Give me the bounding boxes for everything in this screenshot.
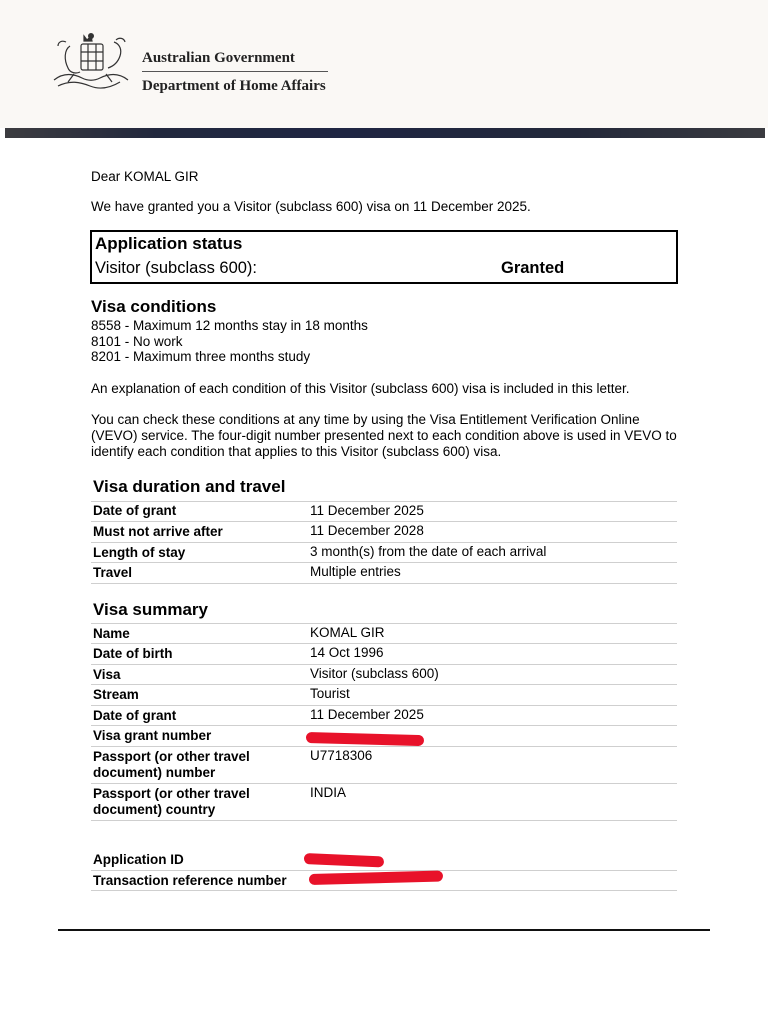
table-row — [91, 665, 677, 685]
condition-item: 8558 - Maximum 12 months stay in 18 months — [91, 318, 368, 333]
application-status-box — [90, 230, 678, 284]
row-label: Application ID — [93, 852, 184, 867]
conditions-explanation: An explanation of each condition of this Visitor (subclass 600) visa is included in this letter. — [91, 381, 630, 396]
table-row — [91, 563, 677, 584]
condition-item: 8101 - No work — [91, 333, 183, 349]
application-table — [91, 850, 677, 891]
row-value: 11 December 2025 — [310, 707, 424, 722]
table-row — [91, 624, 677, 644]
redaction-mark — [304, 853, 384, 867]
table-row — [91, 706, 677, 726]
visa-summary-table — [91, 623, 677, 821]
row-value: Multiple entries — [310, 564, 401, 579]
row-label: Date of grant — [93, 708, 177, 723]
application-status-visa: Visitor (subclass 600): — [95, 259, 258, 277]
row-label: Travel — [93, 565, 133, 580]
redaction-mark — [309, 870, 443, 885]
row-label: Visa grant number — [93, 728, 212, 743]
coat-of-arms-icon — [44, 30, 138, 94]
row-label: Stream — [93, 687, 139, 702]
row-value: KOMAL GIR — [310, 625, 385, 640]
row-label: Date of grant — [93, 503, 177, 518]
row-label: Name — [93, 626, 130, 641]
row-value: U7718306 — [310, 748, 373, 763]
table-row — [91, 850, 677, 871]
table-row — [91, 871, 677, 891]
row-value: 3 month(s) from the date of each arrival — [310, 544, 547, 559]
table-row — [91, 644, 677, 665]
application-status-value: Granted — [501, 259, 565, 277]
header-divider — [142, 71, 328, 72]
row-value: 14 Oct 1996 — [310, 645, 384, 660]
table-row — [91, 784, 677, 821]
header-band-bar — [5, 128, 765, 138]
letterhead — [0, 0, 768, 128]
row-value: Visitor (subclass 600) — [310, 666, 439, 681]
row-value: Tourist — [310, 686, 350, 701]
condition-item: 8201 - Maximum three months study — [91, 349, 311, 364]
table-row — [91, 747, 677, 784]
visa-conditions-list — [91, 318, 368, 365]
application-status-title: Application status — [95, 234, 243, 253]
table-row — [91, 685, 677, 706]
table-row — [91, 726, 677, 747]
grant-statement: We have granted you a Visitor (subclass 600) visa on 11 December 2025. — [91, 199, 531, 214]
row-value: 11 December 2025 — [310, 503, 424, 518]
footer-divider — [58, 929, 710, 931]
visa-summary-title: Visa summary — [93, 600, 208, 619]
row-label: Transaction reference number — [93, 873, 287, 888]
table-row — [91, 543, 677, 563]
row-label: Visa — [93, 667, 121, 682]
row-value: INDIA — [310, 785, 347, 800]
visa-duration-table — [91, 501, 677, 584]
greeting: Dear KOMAL GIR — [91, 169, 199, 184]
vevo-note: You can check these conditions at any time by using the Visa Entitlement Verification Online (VEVO) service. The four-digit number presented next to each condition above is used in VEVO to identify each condition that applies to this Visitor (subclass 600) visa. — [91, 412, 677, 459]
visa-conditions-title: Visa conditions — [91, 297, 217, 316]
redaction-mark — [306, 732, 424, 746]
row-label: Length of stay — [93, 545, 186, 560]
row-value: 11 December 2028 — [310, 523, 424, 538]
row-label: Passport (or other travel document) number — [93, 749, 250, 780]
department-name: Department of Home Affairs — [142, 78, 326, 94]
row-label: Date of birth — [93, 646, 173, 661]
visa-duration-title: Visa duration and travel — [93, 477, 286, 496]
table-row — [91, 502, 677, 522]
row-label: Passport (or other travel document) country — [93, 786, 250, 817]
row-label: Must not arrive after — [93, 524, 223, 539]
table-row — [91, 522, 677, 543]
government-name: Australian Government — [142, 50, 295, 66]
